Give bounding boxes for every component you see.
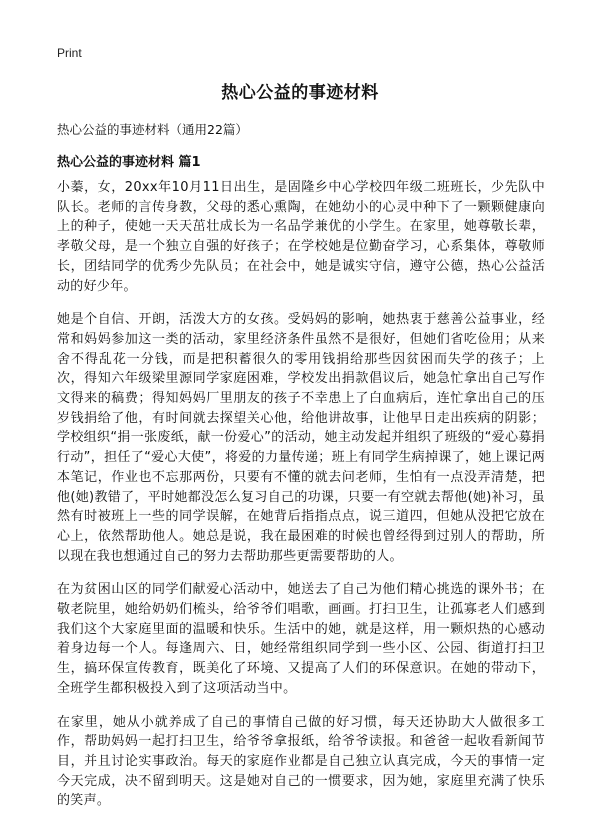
paragraph-3: 在为贫困山区的同学们献爱心活动中，她送去了自己为他们精心挑选的课外书；在敬老院里，她给奶奶们梳头，给爷爷们唱歌，画画。打扫卫生，让孤寡老人们感到我们这个大家庭里面的温暖和快乐。生活中的她，就是这样，用一颗炽热的心感动着身边每一个人。每逢周六、日，她经常组织同学到一些小区、公园、街道打扫卫生，搞环保宣传教育，既美化了环境、又提高了人们的环保意识。在她的带动下，全班学生都积极投入到了这项活动当中。 xyxy=(57,582,545,696)
document-subtitle: 热心公益的事迹材料（通用22篇） xyxy=(57,122,248,137)
print-link[interactable]: Print xyxy=(57,46,82,60)
document-body xyxy=(57,178,545,825)
document-title: 热心公益的事迹材料 xyxy=(221,83,379,103)
paragraph-4: 在家里，她从小就养成了自己的事情自己做的好习惯，每天还协助大人做很多工作，帮助妈妈一起打扫卫生，给爷爷拿报纸，给爷爷读报。和爸爸一起收看新闻节目，并且讨论实事政治。每天的家庭作业都是自己独立认真完成，今天的事情一定今天完成，决不留到明天。这是她对自己的一惯要求，因为她，家庭里充满了快乐的笑声。 xyxy=(57,714,545,809)
paragraph-2: 她是个自信、开朗，活泼大方的女孩。受妈妈的影响，她热衷于慈善公益事业，经常和妈妈参加这一类的活动，家里经济条件虽然不是很好，但她们省吃俭用；从来舍不得乱花一分钱，而是把积蓄很久的零用钱捐给那些因贫困而失学的孩子；上次，得知六年级梁里源同学家庭困难，学校发出捐款倡议后，她急忙拿出自己写作文得来的稿费；得知妈妈厂里朋友的孩子不幸患上了白血病后，连忙拿出自己的压岁钱捐给了他，有时间就去探望关心他，给他讲故事，让他早日走出疾病的阴影；学校组织“捐一张废纸，献一份爱心”的活动，她主动发起并组织了班级的“爱心募捐行动”，担任了“爱心大使”，将爱的力量传递；班上有同学生病掉课了，她上课记两本笔记，作业也不忘那两份，只要有不懂的就去问老师，生怕有一点没弄清楚，把他(她)教错了，平时她都没怎么复习自己的功课，只要一有空就去帮他(她)补习，虽然有时被班上一些的同学误解，在她背后指指点点，说三道四，但她从没把它放在心上，依然帮助他人。她总是说，我在最困难的时候也曾经得到过别人的帮助，所以现在我也想通过自己的努力去帮助那些更需要帮助的人。 xyxy=(57,312,545,564)
section-heading: 热心公益的事迹材料 篇1 xyxy=(57,155,201,170)
paragraph-1: 小蓁，女，20xx年10月11日出生，是固隆乡中心学校四年级二班班长，少先队中队长。老师的言传身教，父母的悉心熏陶，在她幼小的心灵中种下了一颗颗健康向上的种子，使她一天天茁壮成长为一名品学兼优的小学生。在家里，她尊敬长辈，孝敬父母，是一个独立自强的好孩子；在学校她是位勤奋学习，心系集体，尊敬师长，团结同学的优秀少先队员；在社会中，她是诚实守信，遵守公德，热心公益活动的好少年。 xyxy=(57,180,545,294)
